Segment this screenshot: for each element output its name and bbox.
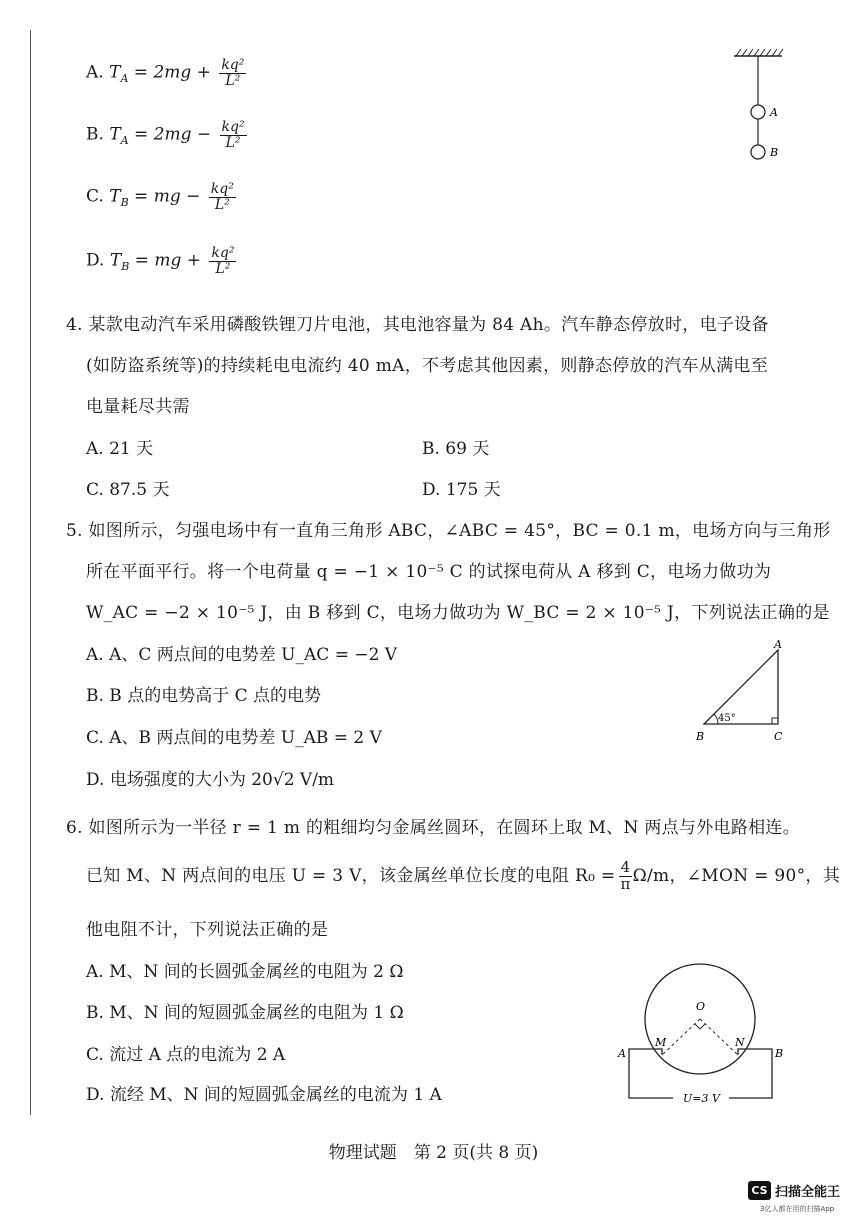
q4-option-d: D. 175 天 (422, 480, 501, 500)
scanner-watermark (748, 1181, 840, 1200)
q4-line3: 电量耗尽共需 (86, 397, 190, 417)
q6-option-c: C. 流过 A 点的电流为 2 A (86, 1045, 286, 1065)
ceiling-hatch (736, 49, 783, 56)
q6-ring-figure (615, 955, 790, 1105)
q6-option-b: B. M、N 间的短圆弧金属丝的电阻为 1 Ω (86, 1003, 404, 1023)
scanner-tagline: 3亿人都在用的扫描App (760, 1205, 835, 1213)
q4-line2: (如防盗系统等)的持续耗电电流约 40 mA，不考虑其他因素，则静态停放的汽车从满电至 (86, 356, 768, 376)
center-o: O (696, 1000, 706, 1013)
point-m: M (655, 1036, 667, 1049)
q3-option-b: B. $T_A = 2mg$ − $\frac{\text{kq²}}{\text{L²}}$ (86, 119, 245, 151)
q5-line1: 5. 如图所示，匀强电场中有一直角三角形 ABC，∠ABC = 45°，BC = 0.1 m，电场方向与三角形 (66, 521, 831, 541)
radius-om (662, 1019, 700, 1055)
voltage-label: U=3 V (683, 1092, 720, 1105)
q5-line2: 所在平面平行。将一个电荷量 q = −1 × 10⁻⁵ C 的试探电荷从 A 移到 C，电场力做功为 (86, 562, 772, 582)
vertex-b: B (696, 730, 705, 743)
q5-line3: W_AC = −2 × 10⁻⁵ J，由 B 移到 C，电场力做功为 W_BC = 2 × 10⁻⁵ J，下列说法正确的是 (86, 603, 830, 623)
angle-label: 45° (718, 713, 736, 724)
page-footer: 物理试题 第 2 页(共 8 页) (328, 1143, 539, 1163)
q3-figure (730, 44, 790, 166)
q3-option-d: D. $T_B$ = mg + $\frac{\text{kq²}}{\text{L²}}$ (86, 245, 235, 277)
right-angle-mark (695, 1024, 705, 1029)
point-a: A (618, 1047, 626, 1060)
q6-option-a: A. M、N 间的长圆弧金属丝的电阻为 2 Ω (86, 962, 404, 982)
q4-line1: 4. 某款电动汽车采用磷酸铁锂刀片电池，其电池容量为 84 Ah。汽车静态停放时，电子设备 (66, 315, 769, 335)
right-angle-mark (772, 718, 778, 724)
q6-line1: 6. 如图所示为一半径 r = 1 m 的粗细均匀金属丝圆环，在圆环上取 M、N 两点与外电路相连。 (66, 818, 801, 838)
q5-option-b: B. B 点的电势高于 C 点的电势 (86, 686, 322, 706)
q5-option-c: C. A、B 两点间的电势差 U_AB = 2 V (86, 728, 382, 748)
q5-triangle-figure (690, 636, 790, 748)
vertex-a: A (774, 638, 782, 651)
q3-option-a: A. $T_A = 2mg$ + $\frac{\text{kq²}}{\text{L²}}$ (86, 57, 245, 89)
q3-option-c: C. $T_B$ = mg − $\frac{\text{kq²}}{\text{L²}}$ (86, 181, 234, 213)
q6-line3: 他电阻不计，下列说法正确的是 (86, 920, 329, 940)
point-b: B (775, 1047, 784, 1060)
q4-option-a: A. 21 天 (86, 439, 154, 459)
q5-option-d: D. 电场强度的大小为 20√2 V/m (86, 770, 335, 790)
point-n: N (735, 1036, 745, 1049)
q4-option-b: B. 69 天 (422, 439, 490, 459)
label-b: B (770, 146, 779, 159)
margin-line (30, 30, 31, 1115)
triangle (704, 650, 778, 724)
radius-on (700, 1019, 738, 1055)
q5-option-a: A. A、C 两点间的电势差 U_AC = −2 V (86, 645, 398, 665)
label-a: A (770, 106, 778, 119)
q6-option-d: D. 流经 M、N 间的短圆弧金属丝的电流为 1 A (86, 1085, 442, 1105)
scanner-app-name: 扫描全能王 (775, 1185, 841, 1200)
ball-b (751, 145, 765, 159)
scanner-logo-icon: CS (748, 1181, 771, 1200)
ball-a (751, 105, 765, 119)
q6-line2: 已知 M、N 两点间的电压 U = 3 V，该金属丝单位长度的电阻 R₀ = $\frac{4}{\pi}$ Ω/m，∠MON = 90°，其 (86, 858, 840, 893)
vertex-c: C (774, 730, 783, 743)
q4-option-c: C. 87.5 天 (86, 480, 170, 500)
